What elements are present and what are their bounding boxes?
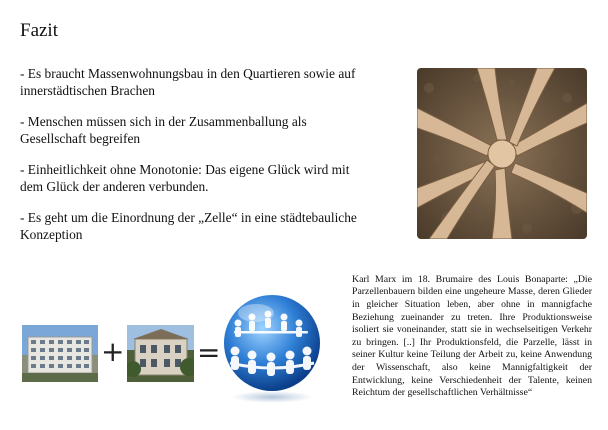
apartment-block-photo <box>22 325 98 382</box>
bullet-list <box>20 65 360 257</box>
marx-quote: Karl Marx im 18. Brumaire des Louis Bonaparte: „Die Parzellenbauern bilden eine ungeheure Masse, deren Glieder in gleicher Situation leben, aber ohne in mannigfache Beziehung zueinander zu treten. Ihre Produktionsweise isoliert sie voneinander, statt sie in wechselseitigen Verkehr zu bringen. [..] Ihr Produktionsfeld, die Parzelle, lässt in seiner Kultur keine Teilung der Arbeit zu, keine Anwendung der Wissenschaft, also keine Mannigfaltigkeit der Entwicklung, keine Verschiedenheit der Talente, keinen Reichtum der gesellschaftlichen Verhältnisse“ <box>352 273 592 399</box>
bullet-item: - Es geht um die Einordnung der „Zelle“ in eine städtebauliche Konzeption <box>20 210 357 242</box>
hands-photo <box>417 68 587 239</box>
equals-sign: = <box>197 336 221 369</box>
bullet-item: - Einheitlichkeit ohne Monotonie: Das eigene Glück wird mit dem Glück der anderen verbunden. <box>20 162 350 194</box>
slide-title: Fazit <box>20 20 58 41</box>
people-globe-icon <box>220 293 324 405</box>
plus-sign: + <box>101 335 125 368</box>
bullet-item: - Menschen müssen sich in der Zusammenballung als Gesellschaft begreifen <box>20 114 307 146</box>
bullet-item: - Es braucht Massenwohnungsbau in den Quartieren sowie auf innerstädtischen Brachen <box>20 66 356 98</box>
villa-photo <box>127 325 194 382</box>
